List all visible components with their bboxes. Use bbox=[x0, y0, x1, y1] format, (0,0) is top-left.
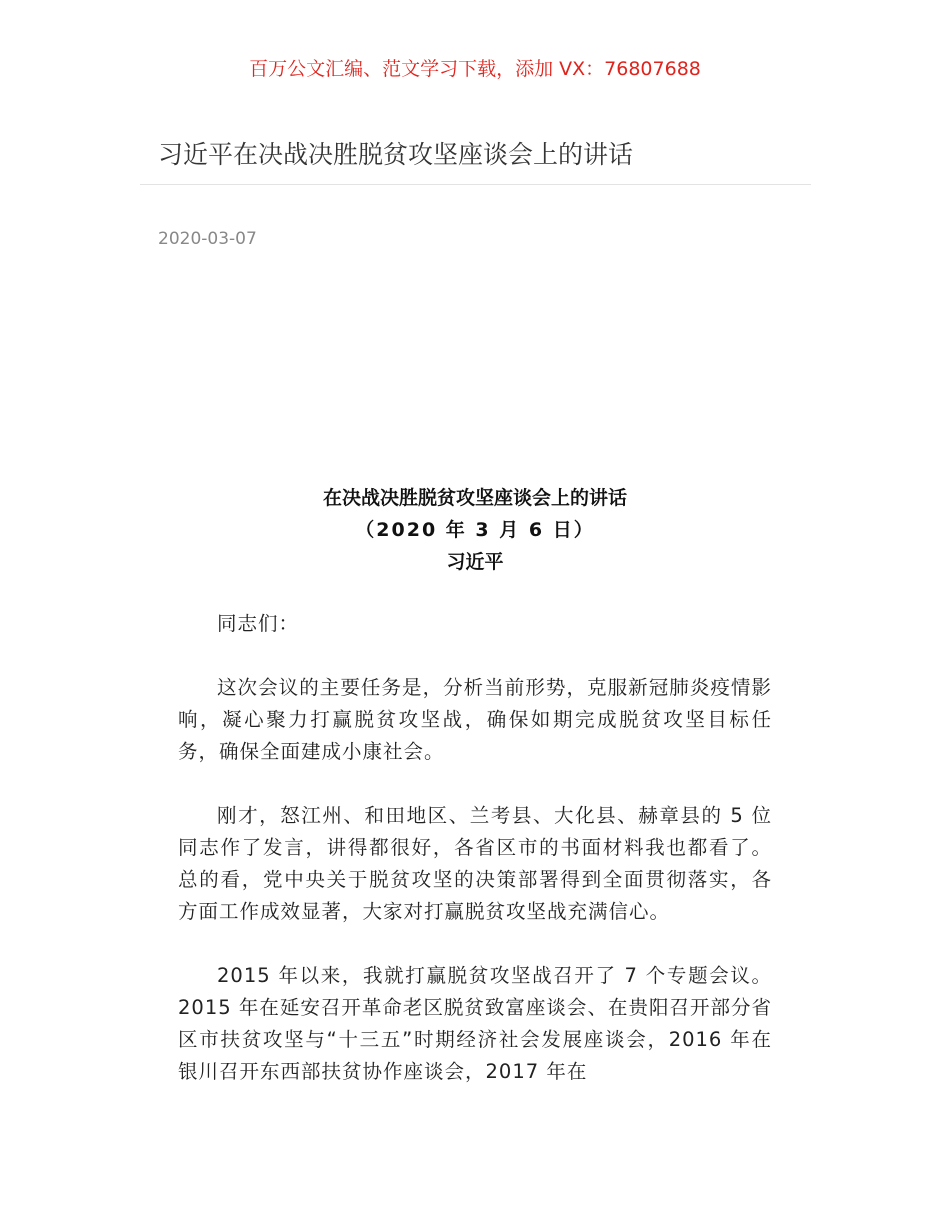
title-divider bbox=[140, 184, 811, 185]
paragraph-salutation: 同志们： bbox=[217, 612, 300, 635]
speech-speaker: 习近平 bbox=[446, 551, 504, 573]
article-body bbox=[178, 608, 772, 1120]
speech-title: 在决战决胜脱贫攻坚座谈会上的讲话 bbox=[322, 487, 627, 509]
speech-date: （2020 年 3 月 6 日） bbox=[355, 519, 595, 541]
paragraph: 这次会议的主要任务是，分析当前形势，克服新冠肺炎疫情影响，凝心聚力打赢脱贫攻坚战，确保如期完成脱贫攻坚目标任务，确保全面建成小康社会。 bbox=[178, 676, 772, 763]
publish-date: 2020-03-07 bbox=[158, 229, 257, 249]
paragraph: 2015 年以来，我就打赢脱贫攻坚战召开了 7 个专题会议。2015 年在延安召开革命老区脱贫致富座谈会、在贵阳召开部分省区市扶贫攻坚与“十三五”时期经济社会发展座谈会，2016 年在银川召开东西部扶贫协作座谈会，2017 年在 bbox=[178, 964, 772, 1083]
page-title: 习近平在决战决胜脱贫攻坚座谈会上的讲话 bbox=[158, 140, 634, 169]
speech-heading bbox=[0, 482, 950, 578]
promo-banner: 百万公文汇编、范文学习下载，添加 VX：76807688 bbox=[249, 58, 701, 80]
paragraph: 刚才，怒江州、和田地区、兰考县、大化县、赫章县的 5 位同志作了发言，讲得都很好，各省区市的书面材料我也都看了。总的看，党中央关于脱贫攻坚的决策部署得到全面贯彻落实，各方面工作成效显著，大家对打赢脱贫攻坚战充满信心。 bbox=[178, 804, 772, 923]
